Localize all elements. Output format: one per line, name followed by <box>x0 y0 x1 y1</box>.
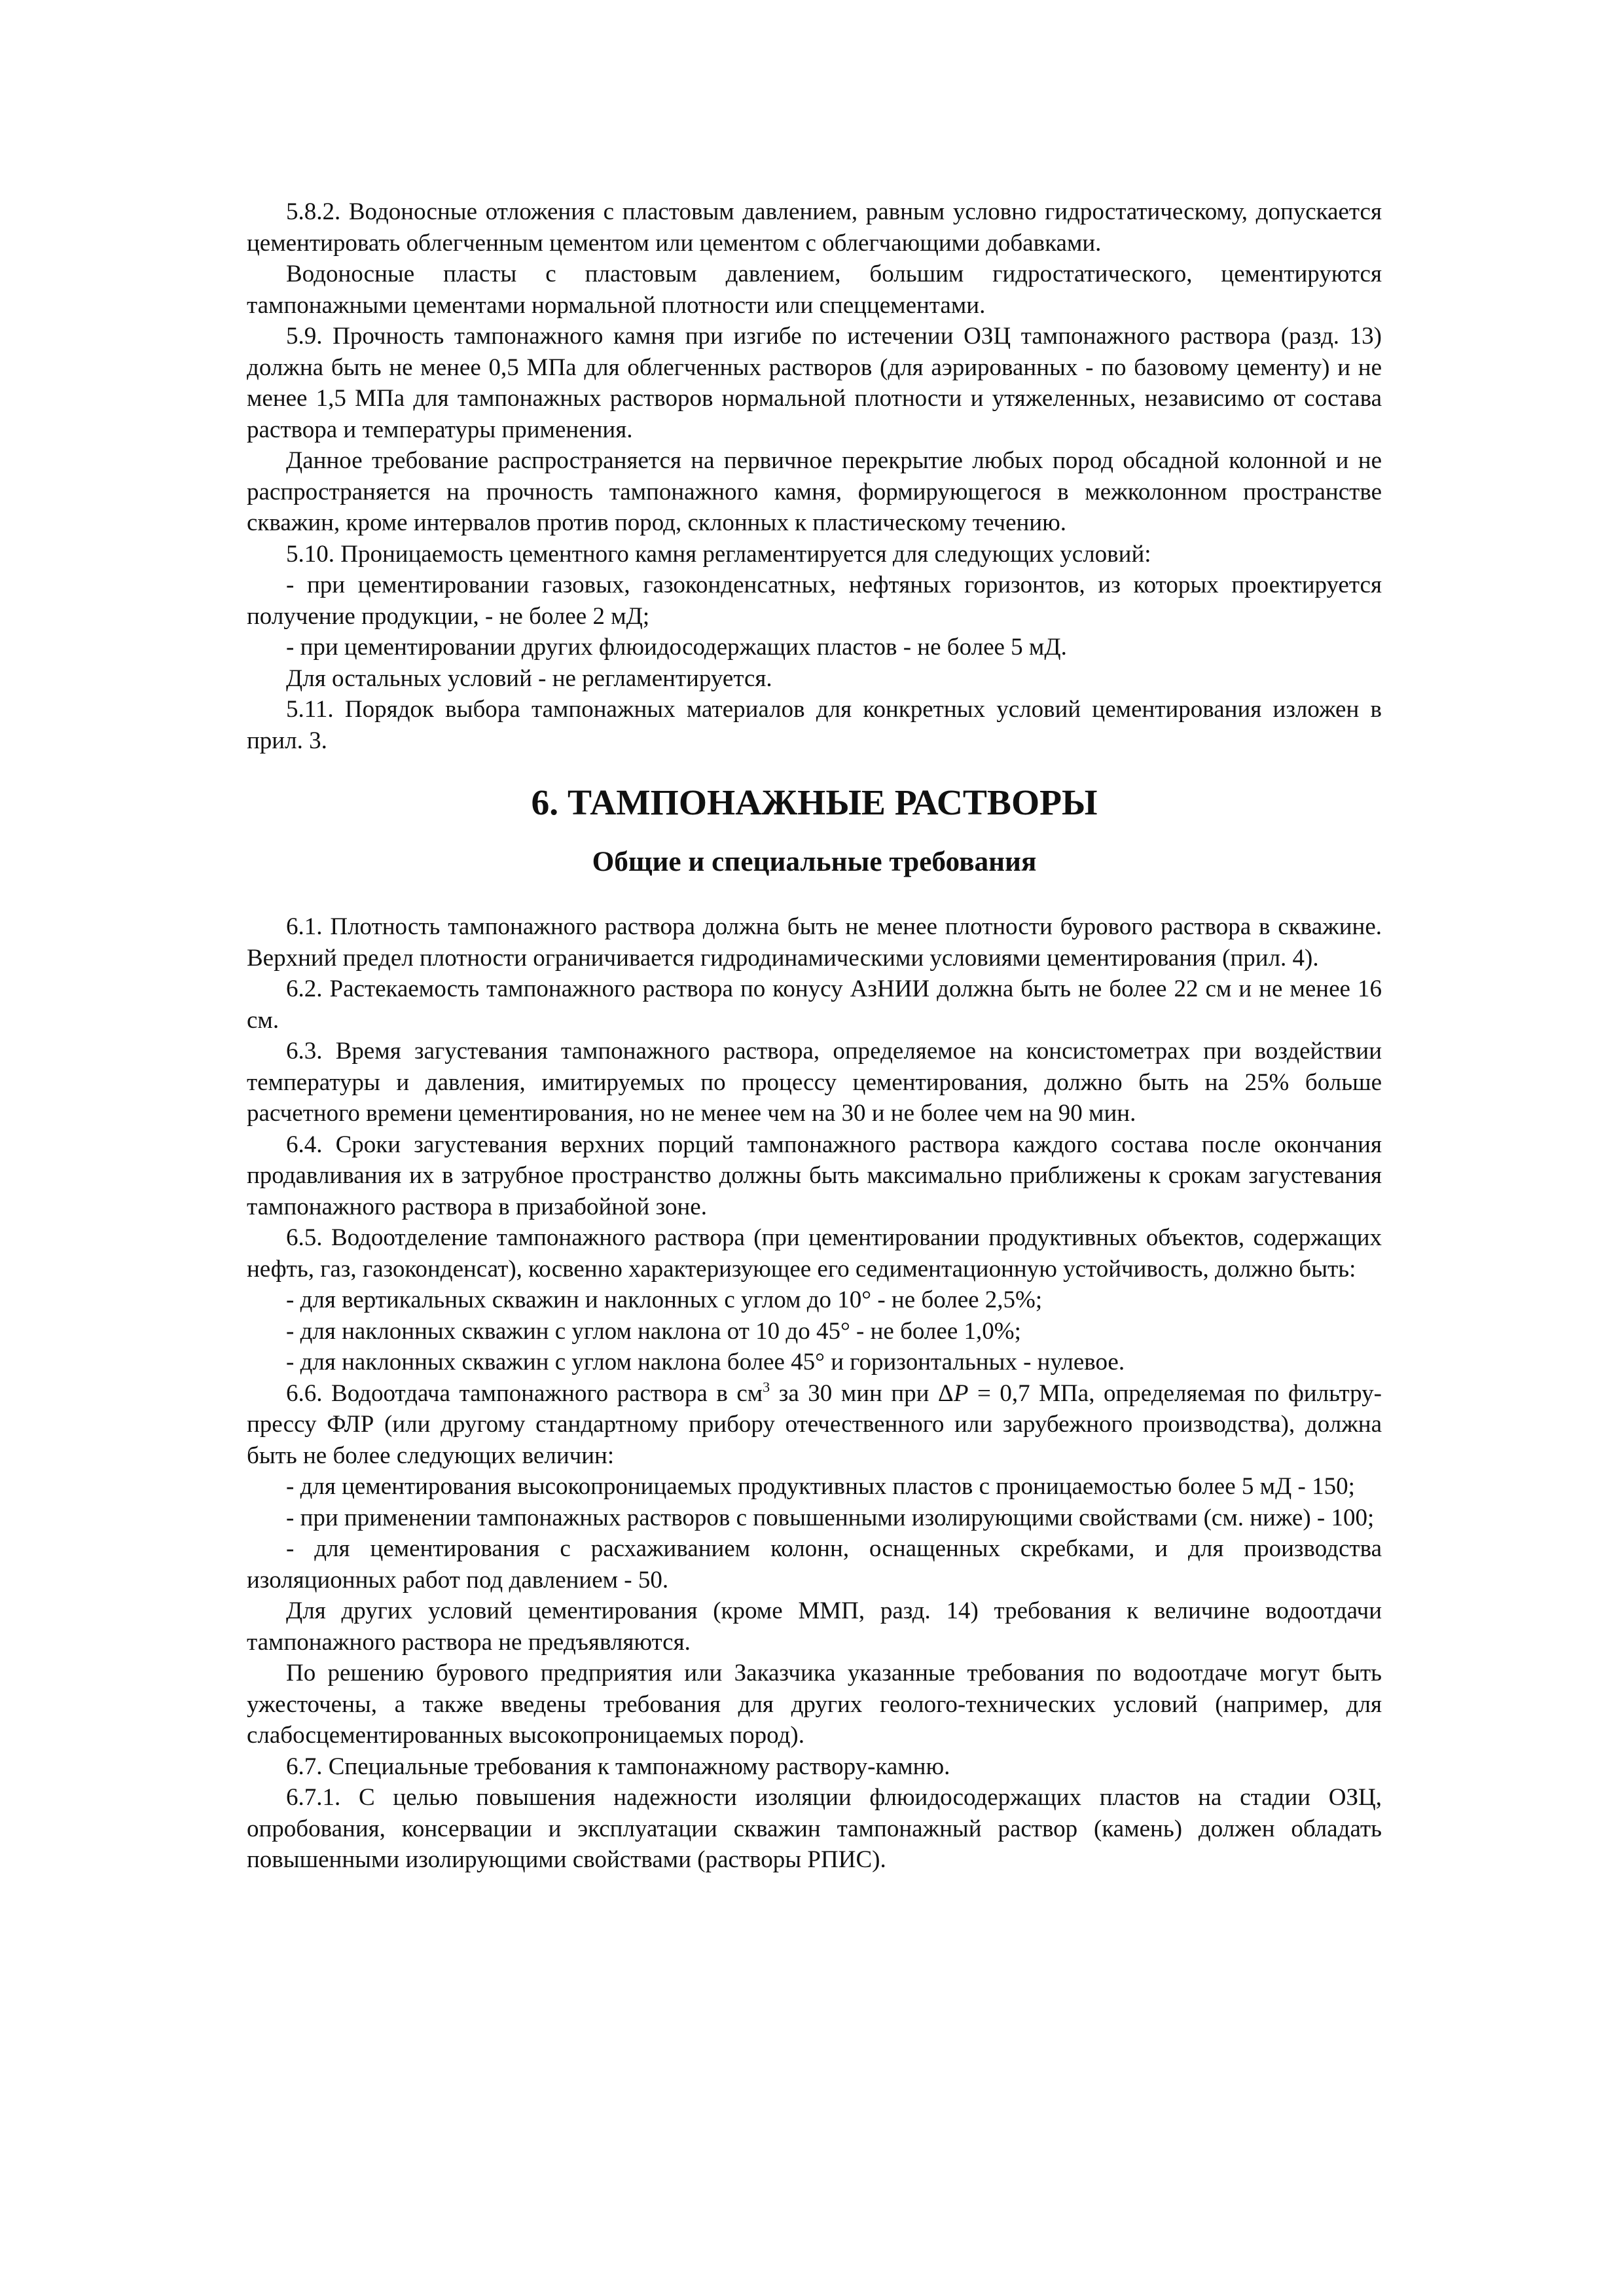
paragraph-6-4: 6.4. Сроки загустевания верхних порций тампонажного раствора каждого состава после окончания продавливания их в затрубное пространство должны быть максимально приближены к срокам загустевания тампонажного раствора в призабойной зоне. <box>247 1131 1382 1220</box>
paragraph-requirement-scope: Данное требование распространяется на первичное перекрытие любых пород обсадной колонной и не распространяется на прочность тампонажного камня, формирующегося в межколонном пространстве скважин, кроме интервалов против пород, склонных к пластическому течению. <box>247 447 1382 536</box>
list-item-reciprocation: - для цементирования с расхаживанием колонн, оснащенных скребками, и для производства изоляционных работ под давлением - 50. <box>247 1535 1382 1594</box>
paragraph-6-7-1: 6.7.1. С целью повышения надежности изоляции флюидосодержащих пластов на стадии ОЗЦ, опробования, консервации и эксплуатации скважин тампонажный раствор (камень) должен обладать повышенными изолирующими свойствами (растворы РПИС). <box>247 1784 1382 1873</box>
p66-text-a: 6.6. Водоотдача тампонажного раствора в см <box>286 1379 763 1407</box>
list-item-high-permeability: - для цементирования высокопроницаемых продуктивных пластов с проницаемостью более 5 мД - 150; <box>286 1473 1355 1500</box>
list-item-other-fluids: - при цементировании других флюидосодержащих пластов - не более 5 мД. <box>286 634 1067 661</box>
p66-text-b: за 30 мин при Δ <box>770 1379 954 1407</box>
section-heading: 6. ТАМПОНАЖНЫЕ РАСТВОРЫ <box>531 783 1098 823</box>
paragraph-6-7: 6.7. Специальные требования к тампонажному раствору-камню. <box>286 1753 950 1780</box>
paragraph-5-8-2: 5.8.2. Водоносные отложения с пластовым давлением, равным условно гидростатическому, допускается цементировать облегченным цементом или цементом с облегчающими добавками. <box>247 198 1382 257</box>
list-item-inclined-10-45: - для наклонных скважин с углом наклона от 10 до 45° - не более 1,0%; <box>286 1317 1021 1345</box>
paragraph-6-3: 6.3. Время загустевания тампонажного раствора, определяемое на консистометрах при воздействии температуры и давления, имитируемых по процессу цементирования, должно быть на 25% больше расчетного времени цементирования, но не менее чем на 30 и не более чем на 90 мин. <box>247 1038 1382 1127</box>
p66-superscript: 3 <box>763 1378 770 1395</box>
paragraph-customer-decision: По решению бурового предприятия или Заказчика указанные требования по водоотдаче могут быть ужесточены, а также введены требования для других геолого-технических условий (например, для слабосцементированных высокопроницаемых пород). <box>247 1660 1382 1749</box>
paragraph-5-11: 5.11. Порядок выбора тампонажных материалов для конкретных условий цементирования изложен в прил. 3. <box>247 696 1382 754</box>
p66-variable: P <box>953 1379 969 1407</box>
paragraph-6-2: 6.2. Растекаемость тампонажного раствора по конусу АзНИИ должна быть не более 22 см и не менее 16 см. <box>247 975 1382 1034</box>
list-item-insulating-solutions: - при применении тампонажных растворов с повышенными изолирующими свойствами (см. ниже) - 100; <box>286 1504 1375 1531</box>
paragraph-6-1: 6.1. Плотность тампонажного раствора должна быть не менее плотности бурового раствора в скважине. Верхний предел плотности ограничивается гидродинамическими условиями цементирования (прил. 4). <box>247 913 1382 972</box>
list-item-gas-horizons: - при цементировании газовых, газоконденсатных, нефтяных горизонтов, из которых проектируется получение продукции, - не более 2 мД; <box>247 572 1382 630</box>
subsection-heading: Общие и специальные требования <box>592 845 1037 877</box>
paragraph-5-10: 5.10. Проницаемость цементного камня регламентируется для следующих условий: <box>286 540 1151 568</box>
list-item-inclined-over-45: - для наклонных скважин с углом наклона более 45° и горизонтальных - нулевое. <box>286 1349 1125 1376</box>
paragraph-6-6 <box>247 1378 1382 1472</box>
paragraph-other-conditions: Для остальных условий - не регламентируется. <box>286 665 772 692</box>
paragraph-5-9: 5.9. Прочность тампонажного камня при изгибе по истечении ОЗЦ тампонажного раствора (разд. 13) должна быть не менее 0,5 МПа для облегченных растворов (для аэрированных - по базовому цементу) и не менее 1,5 МПа для тампонажных растворов нормальной плотности и утяжеленных, независимо от состава раствора и температуры применения. <box>247 323 1382 443</box>
paragraph-aquifers: Водоносные пласты с пластовым давлением, большим гидростатического, цементируются тампонажными цементами нормальной плотности или спеццементами. <box>247 261 1382 319</box>
p66-text-c: = 0,7 МПа, определяемая по фильтру-прессу ФЛР (или другому стандартному прибору отечественного или зарубежного производства), должна быть не более следующих величин: <box>247 1379 1382 1469</box>
document-page <box>247 196 1382 1876</box>
paragraph-6-5: 6.5. Водоотделение тампонажного раствора (при цементировании продуктивных объектов, содержащих нефть, газ, газоконденсат), косвенно характеризующее его седиментационную устойчивость, должно быть: <box>247 1224 1382 1283</box>
paragraph-other-cementing: Для других условий цементирования (кроме ММП, разд. 14) требования к величине водоотдачи тампонажного раствора не предъявляются. <box>247 1597 1382 1656</box>
list-item-vertical-wells: - для вертикальных скважин и наклонных с углом до 10° - не более 2,5%; <box>286 1286 1043 1313</box>
